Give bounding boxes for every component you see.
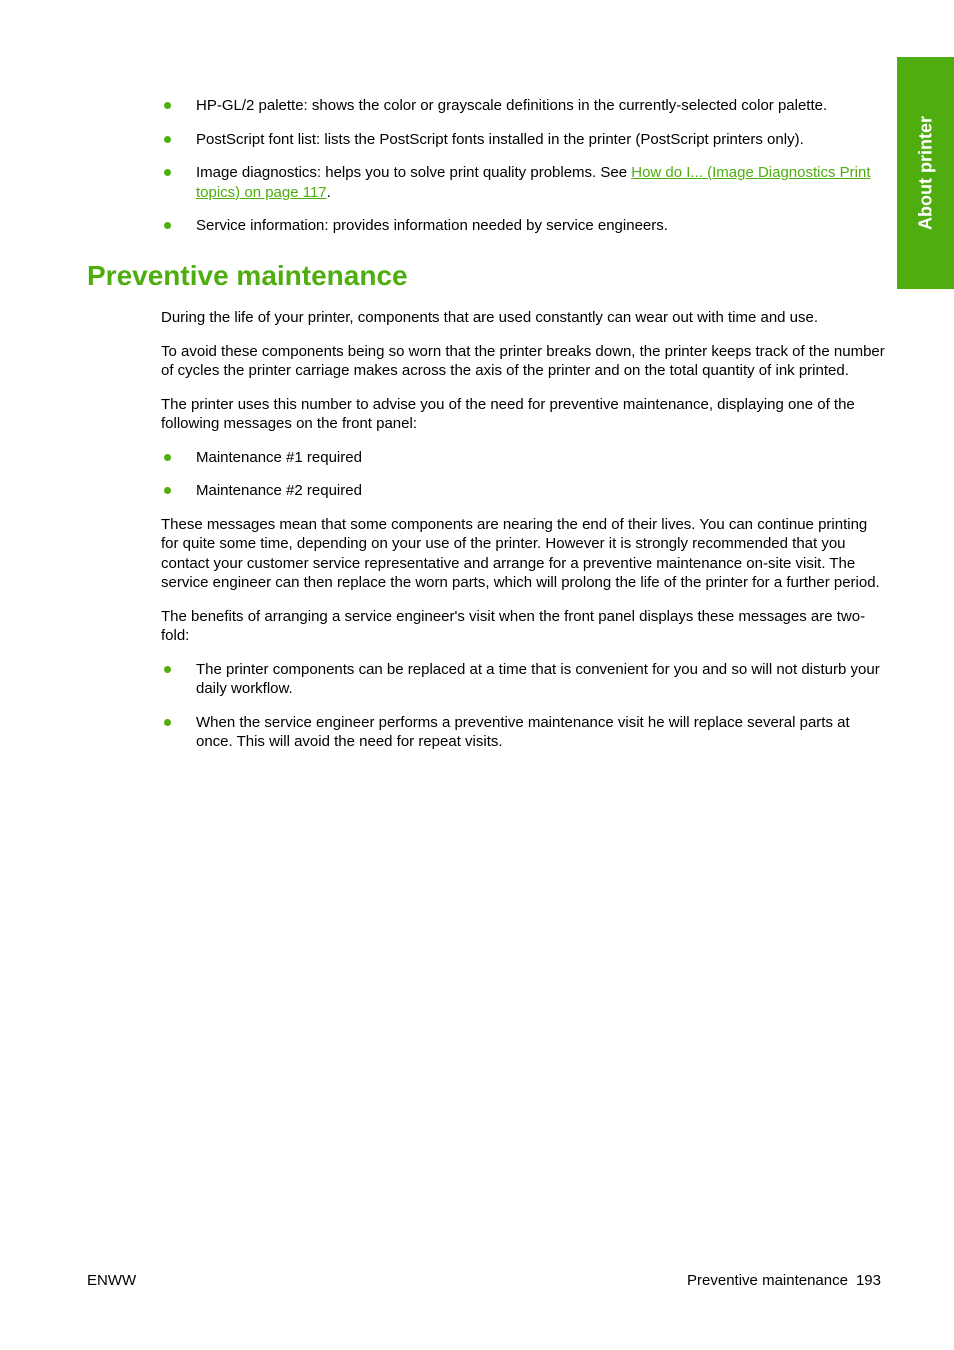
benefits-bullet-list: [161, 660, 886, 752]
list-item-text: The printer components can be replaced at a time that is convenient for you and so will not disturb your daily workflow.: [196, 660, 880, 697]
bullet-icon: [164, 169, 171, 176]
bullet-icon: [164, 222, 171, 229]
messages-bullet-list: [161, 448, 886, 501]
bullet-icon: [164, 487, 171, 494]
tools-bullet-list: [161, 96, 886, 250]
list-item: [161, 481, 886, 501]
list-item-text: Image diagnostics: helps you to solve print quality problems. See: [196, 164, 632, 181]
list-item: [161, 448, 886, 468]
list-item: [161, 216, 886, 236]
page-number: 193: [855, 1272, 881, 1289]
list-item: [161, 96, 886, 116]
bullet-icon: [164, 102, 171, 109]
paragraph: During the life of your printer, components that are used constantly can wear out with time and use.: [161, 309, 819, 326]
list-item-text: PostScript font list: lists the PostScript fonts installed in the printer (PostScript printers only).: [196, 130, 804, 148]
side-tab-label: About printer: [915, 116, 935, 230]
list-item-text-end: .: [326, 183, 331, 201]
paragraph: To avoid these components being so worn that the printer breaks down, the printer keeps track of the number of cycles the printer carriage makes across the axis of the printer and on the total quantity of ink printed.: [161, 342, 885, 379]
list-item-text: HP-GL/2 palette: shows the color or grayscale definitions in the currently-selected color palette.: [196, 97, 828, 114]
list-item-text: Service information: provides information needed by service engineers.: [196, 217, 668, 234]
paragraph: The printer uses this number to advise you of the need for preventive maintenance, displaying one of the following messages on the front panel:: [161, 395, 855, 432]
list-item: [161, 163, 886, 202]
paragraph: These messages mean that some components are nearing the end of their lives. You can continue printing for quite some time, depending on your use of the printer. However it is strongly recommended that you contact your customer service representative and arrange for a preventive maintenance on-site visit. The service engineer can then replace the worn parts, which will prolong the life of the printer for a further period.: [161, 515, 880, 591]
footer-section-name: Preventive maintenance: [687, 1272, 848, 1289]
section-body: [161, 308, 886, 766]
bullet-icon: [164, 136, 171, 143]
list-item: [161, 660, 886, 699]
bullet-icon: [164, 454, 171, 461]
list-item: [161, 130, 886, 150]
list-item-text: Maintenance #2 required: [196, 482, 362, 499]
image-diagnostics-link[interactable]: How do I... (Image Diagnostics Print topics) on page 117: [196, 164, 871, 201]
bullet-icon: [164, 719, 171, 726]
footer-right: [687, 1272, 881, 1289]
list-item: [161, 713, 886, 752]
list-item-text: When the service engineer performs a preventive maintenance visit he will replace several parts at once. This will avoid the need for repeat visits.: [196, 713, 850, 750]
list-item-text: Maintenance #1 required: [196, 448, 362, 466]
paragraph: The benefits of arranging a service engineer's visit when the front panel displays these messages are two-fold:: [161, 607, 866, 644]
footer-left: ENWW: [87, 1272, 137, 1289]
bullet-icon: [164, 666, 171, 673]
section-heading: Preventive maintenance: [87, 260, 408, 291]
